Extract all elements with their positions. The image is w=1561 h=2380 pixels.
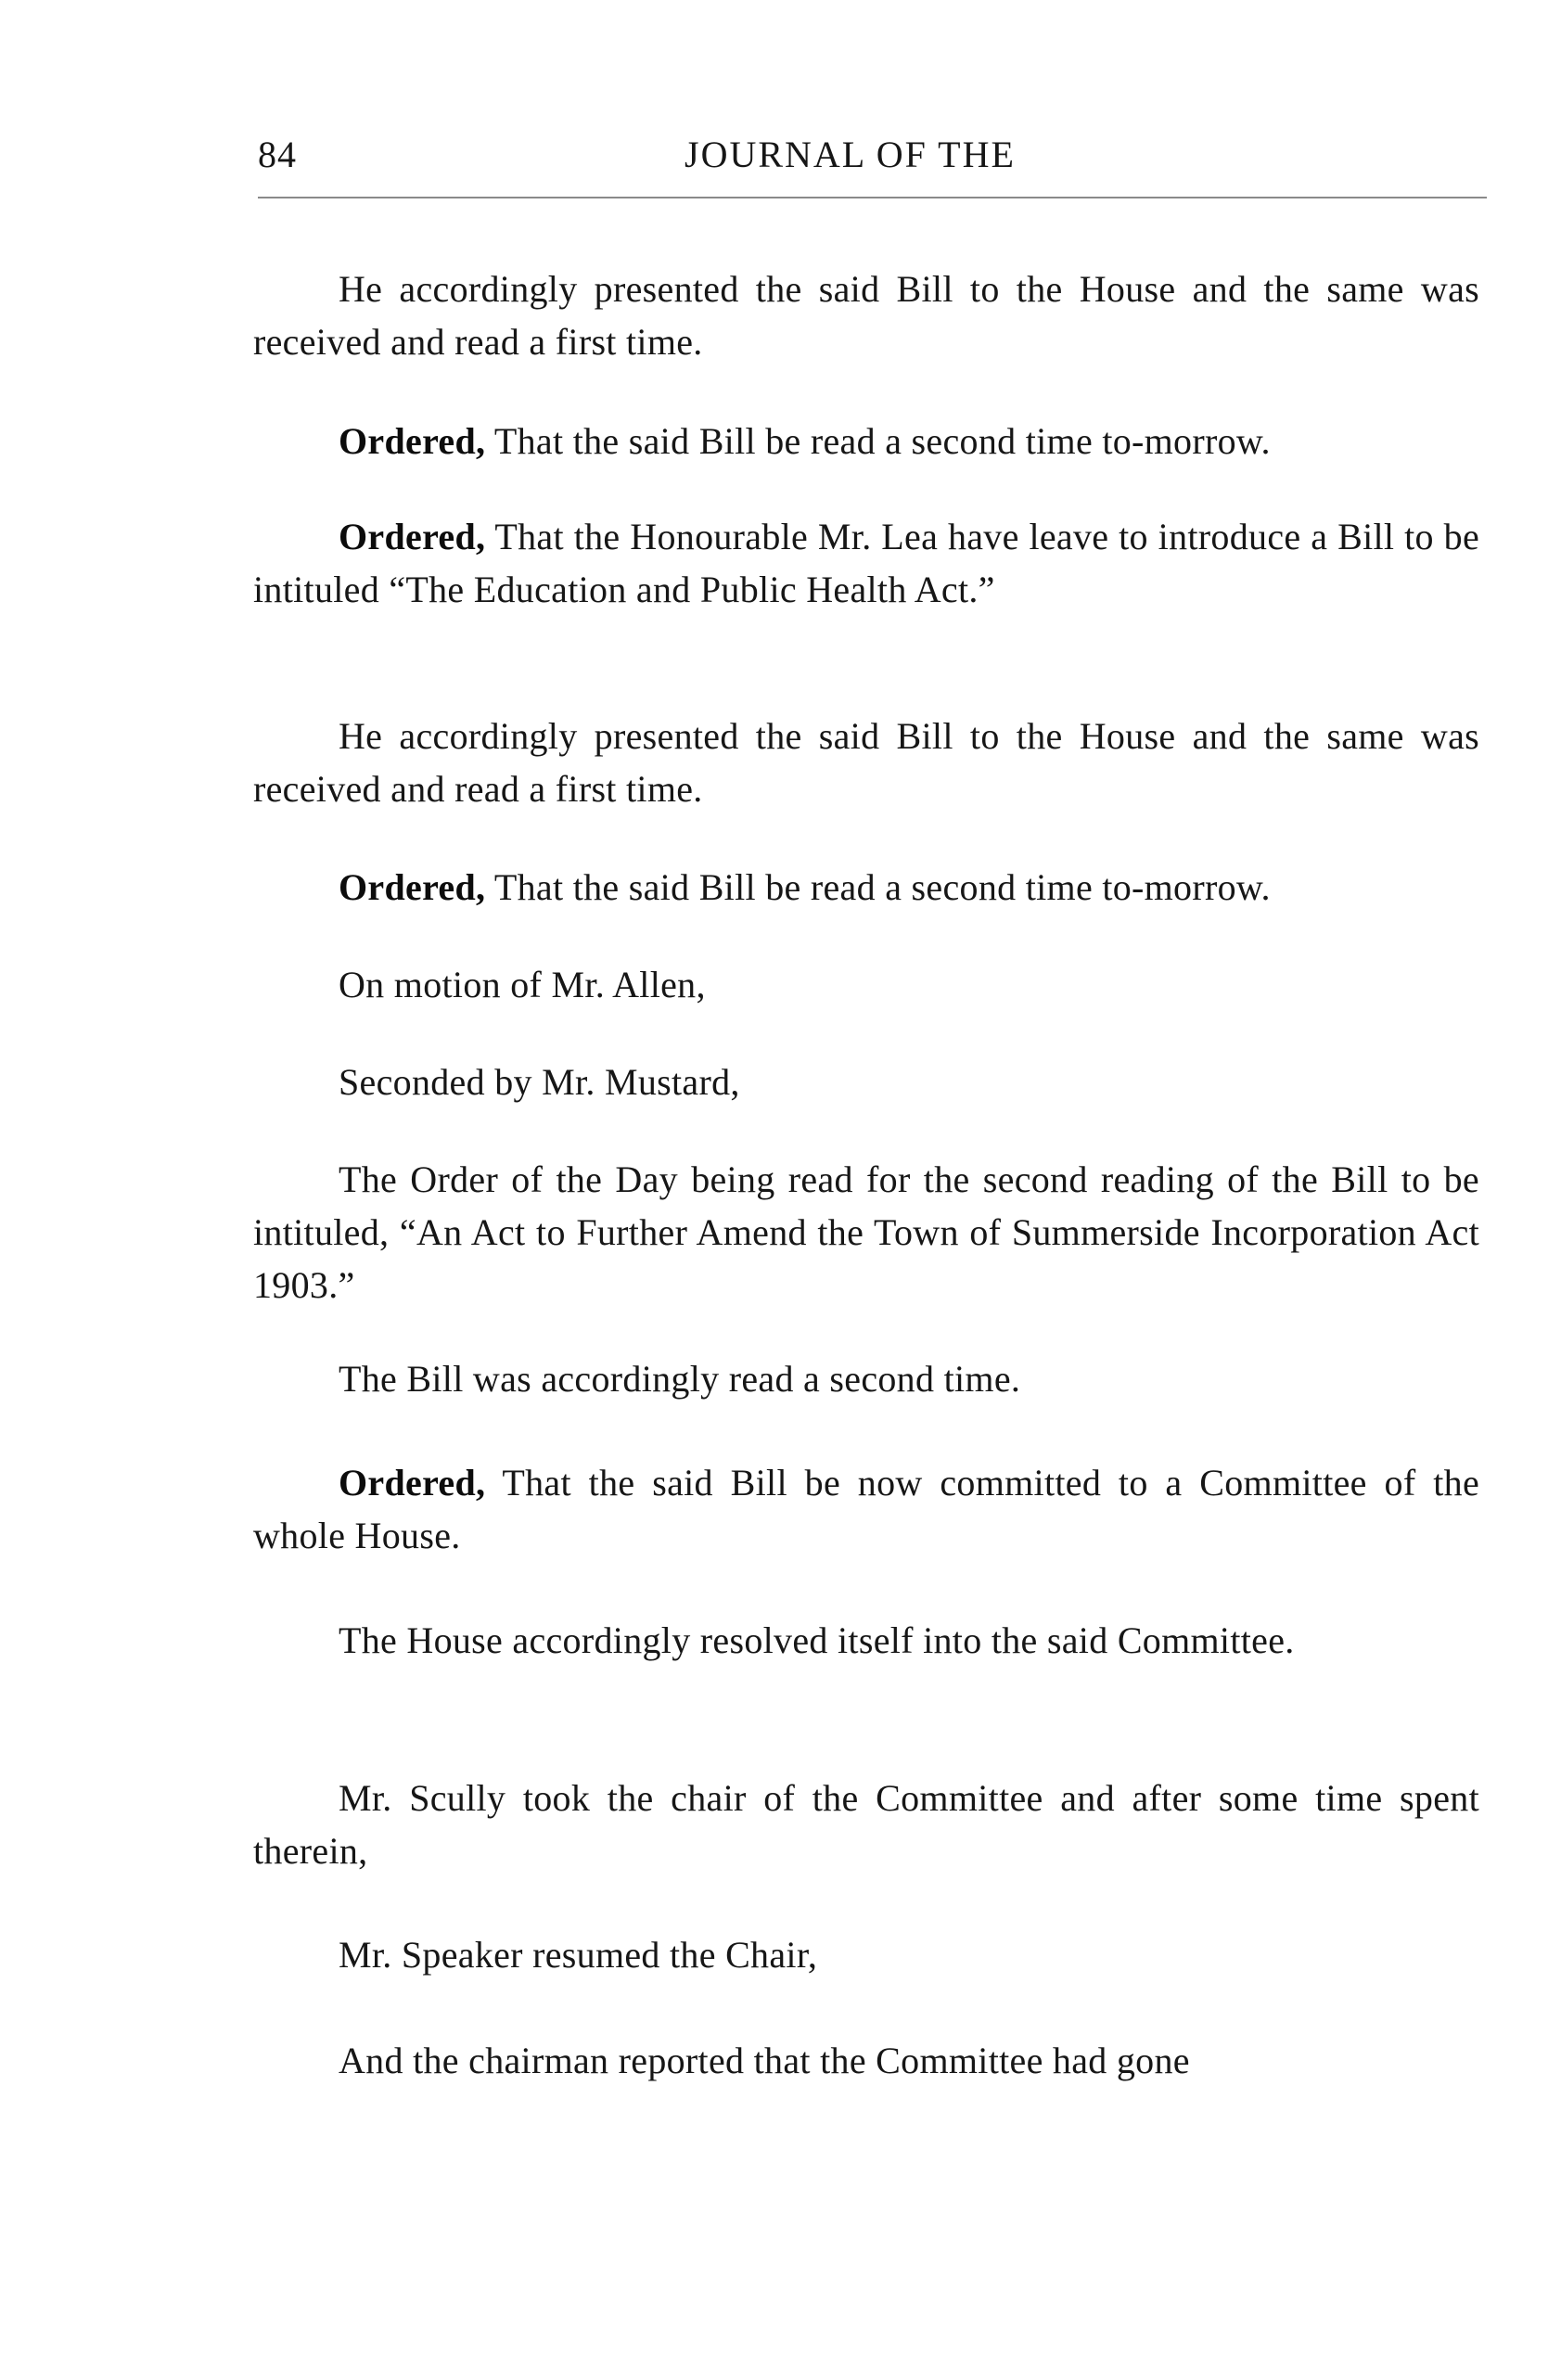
paragraph-speaker-resumed (253, 1928, 1479, 1981)
paragraph-text: On motion of Mr. Allen, (339, 964, 706, 1005)
ordered-keyword: Ordered, (339, 866, 486, 908)
paragraph-scully-chair (253, 1772, 1479, 1877)
paragraph-presented-bill-1 (253, 262, 1479, 368)
paragraph-text: He accordingly presented the said Bill to the House and the same was received and read a first time. (253, 268, 1479, 363)
paragraph-text: And the chairman reported that the Committee had gone (339, 2040, 1190, 2081)
paragraph-text: Mr. Speaker resumed the Chair, (339, 1934, 818, 1976)
paragraph-house-resolved (253, 1614, 1479, 1667)
header-rule (258, 197, 1487, 198)
paragraph-ordered-second-reading-1 (253, 415, 1479, 467)
page-number: 84 (258, 134, 297, 175)
paragraph-ordered-leave-introduce (253, 510, 1479, 616)
paragraph-text: Seconded by Mr. Mustard, (339, 1061, 740, 1103)
ordered-keyword: Ordered, (339, 420, 486, 462)
paragraph-text: Mr. Scully took the chair of the Committee and after some time spent therein, (253, 1777, 1479, 1872)
paragraph-seconded (253, 1056, 1479, 1108)
page-header (258, 133, 1487, 188)
paragraph-order-of-day (253, 1153, 1479, 1312)
running-title: JOURNAL OF THE (685, 134, 1016, 175)
paragraph-text: That the Honourable Mr. Lea have leave to introduce a Bill to be intituled “The Education and Public Health Act.” (253, 516, 1479, 610)
paragraph-text: He accordingly presented the said Bill to the House and the same was received and read a first time. (253, 715, 1479, 810)
paragraph-text: That the said Bill be read a second time to-morrow. (485, 420, 1271, 462)
paragraph-presented-bill-2 (253, 710, 1479, 815)
paragraph-text: The Bill was accordingly read a second time. (339, 1358, 1021, 1400)
ordered-keyword: Ordered, (339, 516, 486, 557)
paragraph-chairman-reported (253, 2034, 1479, 2087)
paragraph-text: That the said Bill be read a second time to-morrow. (485, 866, 1271, 908)
paragraph-text: The House accordingly resolved itself into the said Committee. (339, 1619, 1295, 1661)
paragraph-ordered-committed (253, 1456, 1479, 1562)
paragraph-read-second-time (253, 1352, 1479, 1405)
paragraph-text: The Order of the Day being read for the second reading of the Bill to be intituled, “An Act to Further Amend the Town of Summerside Incorporation Act 1903.” (253, 1158, 1479, 1306)
paragraph-motion (253, 958, 1479, 1011)
ordered-keyword: Ordered, (339, 1462, 486, 1503)
paragraph-ordered-second-reading-2 (253, 861, 1479, 914)
paragraph-text: That the said Bill be now committed to a Committee of the whole House. (253, 1462, 1479, 1556)
